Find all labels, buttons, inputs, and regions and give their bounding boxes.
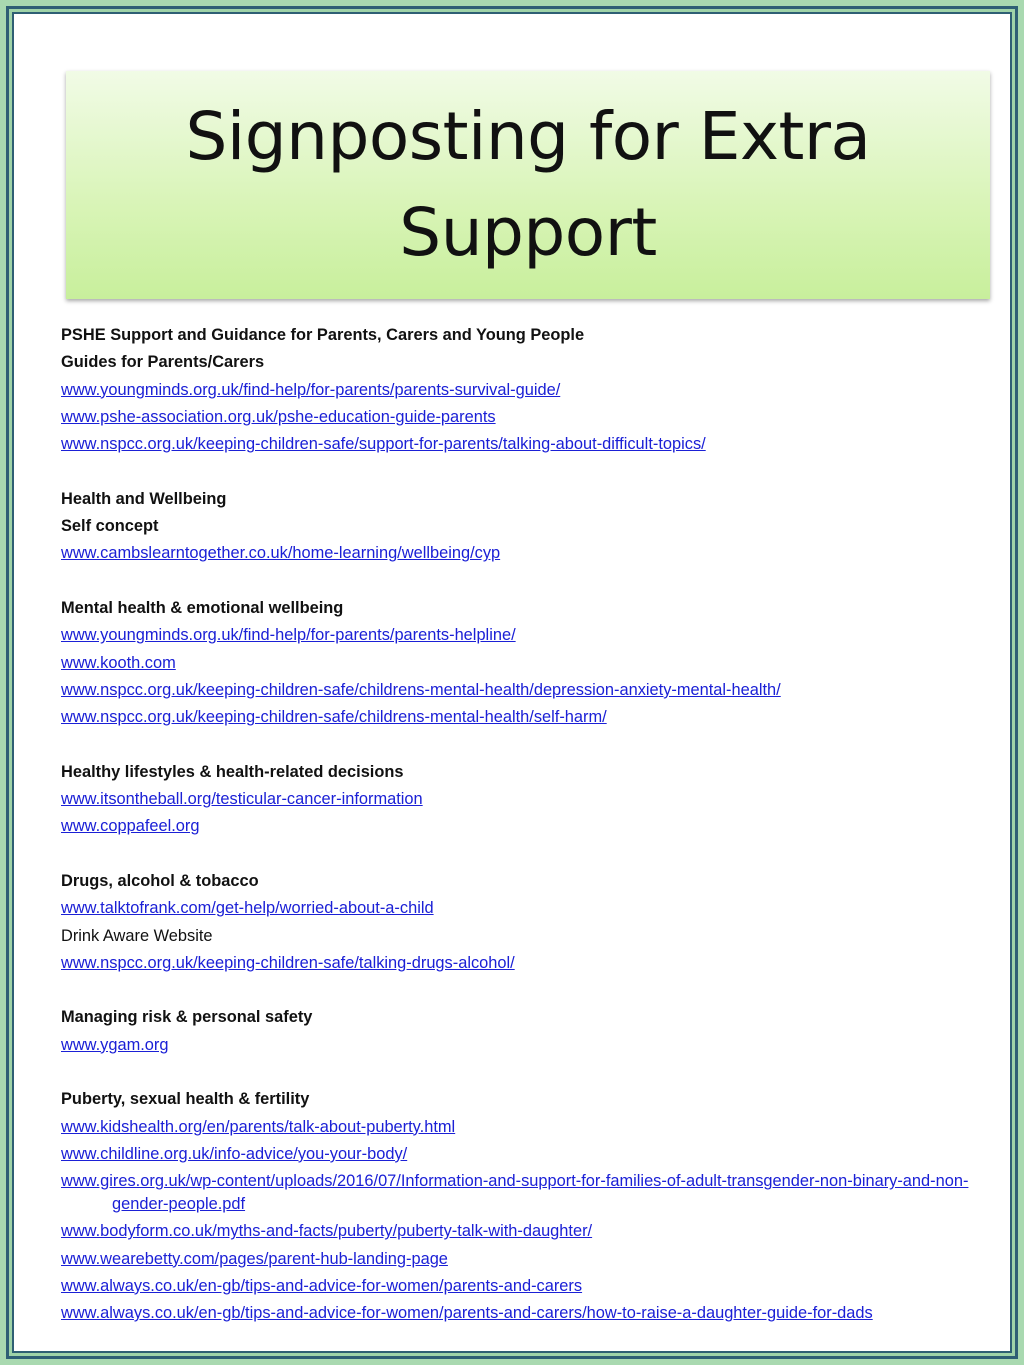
list-item bbox=[61, 1218, 991, 1245]
section-subheading: Guides for Parents/Carers bbox=[61, 353, 265, 372]
resource-link[interactable]: www.kidshealth.org/en/parents/talk-about-puberty.html bbox=[61, 1117, 456, 1136]
page-title: Signposting for Extra Support bbox=[185, 98, 871, 271]
list-item bbox=[61, 431, 991, 458]
spacer bbox=[61, 841, 991, 868]
list-item bbox=[61, 540, 991, 567]
resource-link[interactable]: www.nspcc.org.uk/keeping-children-safe/childrens-mental-health/self-harm/ bbox=[61, 708, 607, 727]
list-item bbox=[61, 650, 991, 677]
section-heading: Managing risk & personal safety bbox=[61, 1008, 313, 1027]
resource-link[interactable]: www.always.co.uk/en-gb/tips-and-advice-for-women/parents-and-carers/how-to-raise-a-daughter-guide-for-dads bbox=[61, 1304, 873, 1323]
resource-link[interactable]: www.kooth.com bbox=[61, 653, 176, 672]
list-item bbox=[61, 950, 991, 977]
resource-link[interactable]: www.itsontheball.org/testicular-cancer-information bbox=[61, 790, 423, 809]
content-list bbox=[61, 322, 991, 1327]
spacer bbox=[61, 731, 991, 758]
list-item bbox=[61, 1032, 991, 1059]
list-item bbox=[61, 404, 991, 431]
spacer bbox=[61, 977, 991, 1004]
resource-link[interactable]: www.cambslearntogether.co.uk/home-learning/wellbeing/cyp bbox=[61, 544, 501, 563]
resource-link[interactable]: www.wearebetty.com/pages/parent-hub-landing-page bbox=[61, 1249, 448, 1268]
list-item bbox=[61, 622, 991, 649]
list-item bbox=[61, 895, 991, 922]
list-item bbox=[61, 1300, 991, 1327]
resource-link[interactable]: www.nspcc.org.uk/keeping-children-safe/childrens-mental-health/depression-anxiety-mental-health/ bbox=[61, 680, 781, 699]
resource-link[interactable]: www.nspcc.org.uk/keeping-children-safe/talking-drugs-alcohol/ bbox=[61, 953, 515, 972]
resource-link[interactable]: www.gires.org.uk/wp-content/uploads/2016/07/Information-and-support-for-families-of-adult-transgender-non-binary-and-non-gender-people.pdf bbox=[61, 1172, 969, 1214]
resource-link[interactable]: www.coppafeel.org bbox=[61, 817, 200, 836]
section-heading: Mental health & emotional wellbeing bbox=[61, 598, 344, 617]
resource-link[interactable]: www.nspcc.org.uk/keeping-children-safe/support-for-parents/talking-about-difficult-topics/ bbox=[61, 435, 706, 454]
resource-text: Drink Aware Website bbox=[61, 926, 213, 945]
section-heading: Healthy lifestyles & health-related decisions bbox=[61, 762, 404, 781]
resource-link[interactable]: www.childline.org.uk/info-advice/you-your-body/ bbox=[61, 1144, 408, 1163]
section-heading: PSHE Support and Guidance for Parents, Carers and Young People bbox=[61, 326, 585, 344]
list-item bbox=[61, 1141, 991, 1168]
list-item bbox=[61, 1273, 991, 1300]
spacer bbox=[61, 568, 991, 595]
list-item bbox=[61, 677, 991, 704]
resource-link[interactable]: www.bodyform.co.uk/myths-and-facts/puberty/puberty-talk-with-daughter/ bbox=[61, 1222, 593, 1241]
section-heading: Puberty, sexual health & fertility bbox=[61, 1090, 310, 1109]
resource-link[interactable]: www.always.co.uk/en-gb/tips-and-advice-for-women/parents-and-carers bbox=[61, 1276, 583, 1295]
resource-link[interactable]: www.youngminds.org.uk/find-help/for-parents/parents-helpline/ bbox=[61, 626, 516, 645]
list-item bbox=[61, 1246, 991, 1273]
resource-link[interactable]: www.ygam.org bbox=[61, 1035, 169, 1054]
list-item bbox=[61, 377, 991, 404]
list-item bbox=[61, 704, 991, 731]
spacer bbox=[61, 458, 991, 485]
spacer bbox=[61, 1059, 991, 1086]
title-banner bbox=[66, 71, 990, 299]
list-item bbox=[61, 1168, 992, 1218]
resource-link[interactable]: www.pshe-association.org.uk/pshe-education-guide-parents bbox=[61, 407, 496, 426]
resource-link[interactable]: www.talktofrank.com/get-help/worried-about-a-child bbox=[61, 899, 434, 918]
section-subheading: Self concept bbox=[61, 517, 159, 536]
section-heading: Health and Wellbeing bbox=[61, 489, 227, 508]
section-heading: Drugs, alcohol & tobacco bbox=[61, 871, 259, 890]
list-item bbox=[61, 813, 991, 840]
list-item bbox=[61, 1114, 991, 1141]
list-item bbox=[61, 786, 991, 813]
resource-link[interactable]: www.youngminds.org.uk/find-help/for-parents/parents-survival-guide/ bbox=[61, 380, 561, 399]
